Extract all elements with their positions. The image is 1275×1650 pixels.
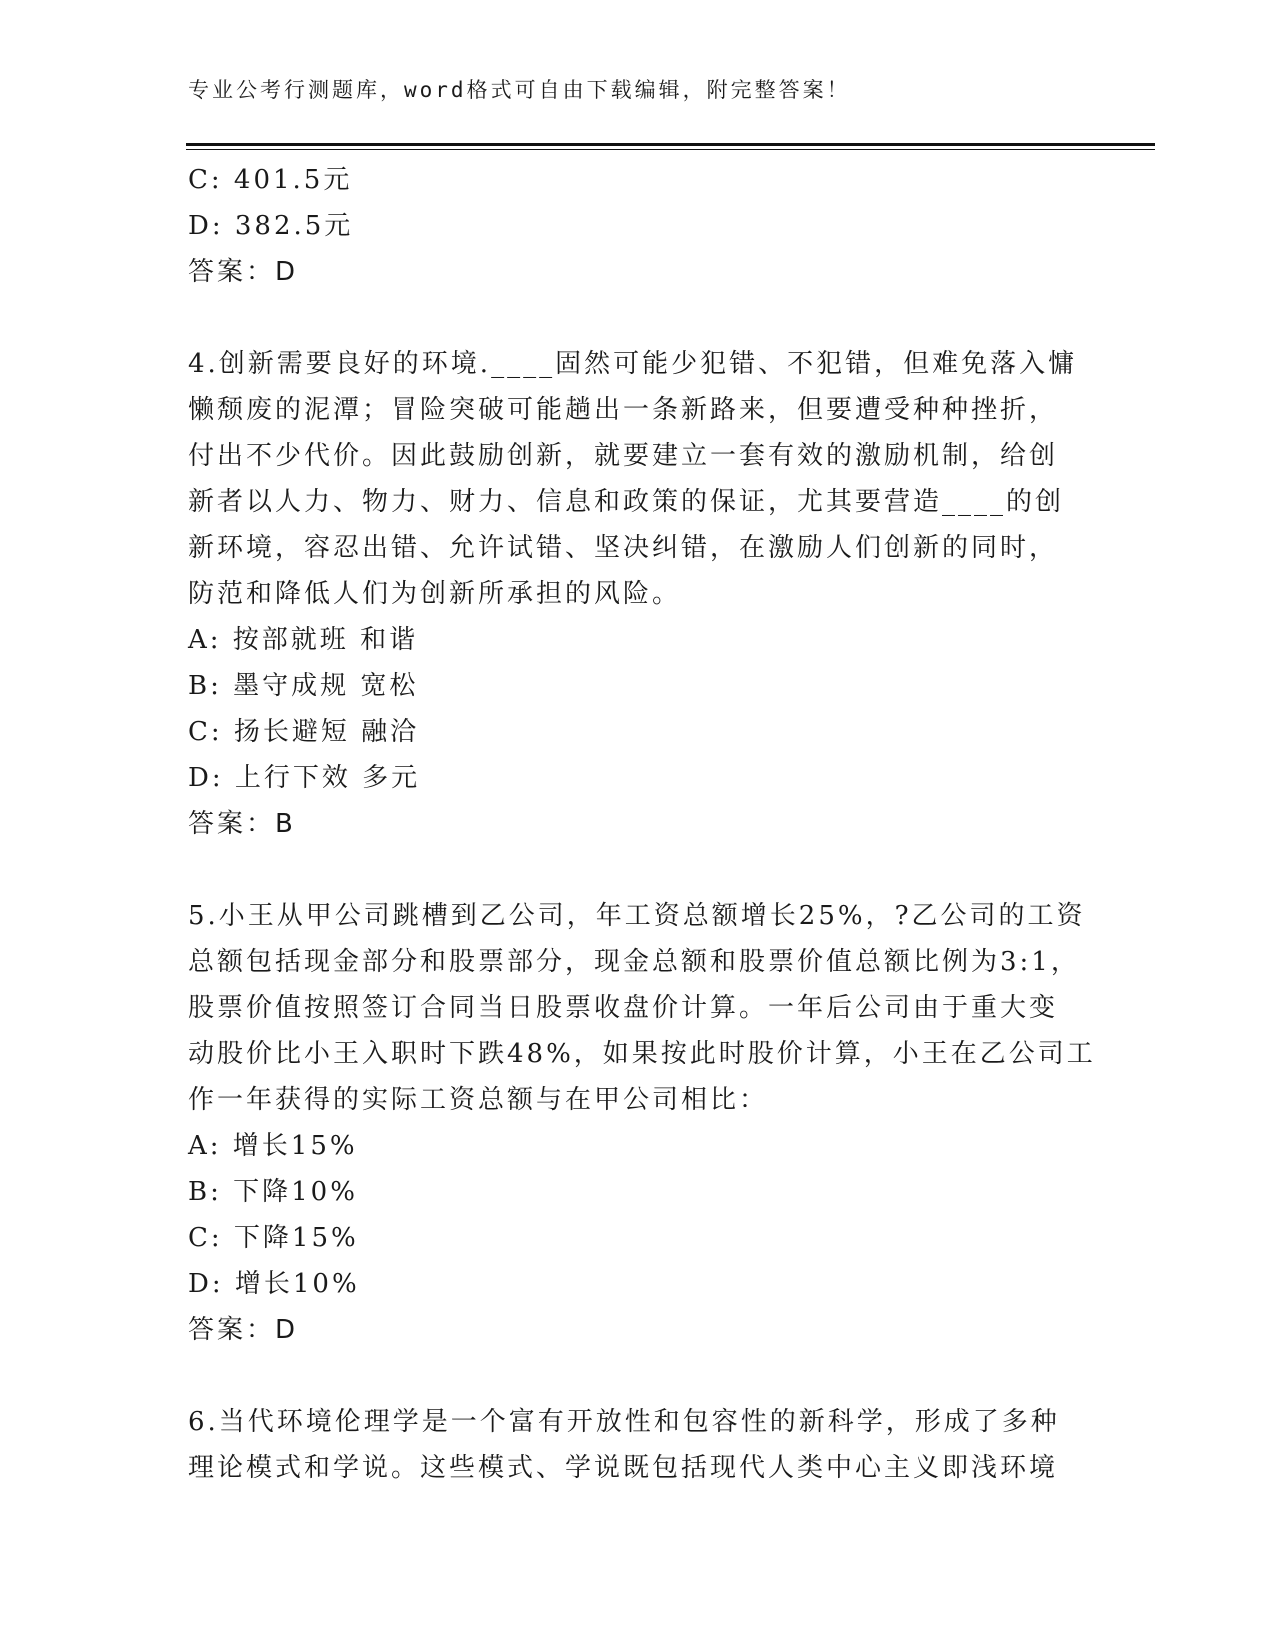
question-text-line: 防范和降低人们为创新所承担的风险。 [188, 579, 682, 609]
question-text-line: 作一年获得的实际工资总额与在甲公司相比： [188, 1085, 769, 1115]
header-divider-thick [186, 143, 1155, 146]
option-c: C: 下降15% [188, 1223, 359, 1253]
question-4 [188, 341, 1148, 847]
question-text-line: 动股价比小王入职时下跌48%，如果按此时股价计算，小王在乙公司工 [188, 1039, 1096, 1069]
option-b: B: 墨守成规 宽松 [188, 671, 419, 701]
question-text-line: 股票价值按照签订合同当日股票收盘价计算。一年后公司由于重大变 [188, 993, 1059, 1023]
spacer [188, 1353, 1148, 1399]
option-c: C: 扬长避短 融洽 [188, 717, 420, 747]
spacer [188, 295, 1148, 341]
document-body [188, 157, 1148, 1491]
question-text-line: 懒颓废的泥潭；冒险突破可能趟出一条新路来，但要遭受种种挫折， [188, 395, 1059, 425]
answer: 答案：D [188, 1315, 299, 1345]
option-d: D: 增长10% [188, 1269, 360, 1299]
answer: 答案：D [188, 257, 299, 287]
question-text-line: 新环境，容忍出错、允许试错、坚决纠错，在激励人们创新的同时， [188, 533, 1059, 563]
option-a: A: 按部就班 和谐 [188, 625, 419, 655]
header-divider-thin [186, 149, 1155, 150]
question-3-tail [188, 157, 1148, 295]
question-text-line: 总额包括现金部分和股票部分，现金总额和股票价值总额比例为3:1， [188, 947, 1080, 977]
question-text-line: 4.创新需要良好的环境.____固然可能少犯错、不犯错，但难免落入慵 [188, 349, 1078, 379]
page-header: 专业公考行测题库，word格式可自由下载编辑，附完整答案！ [188, 78, 851, 102]
question-6 [188, 1399, 1148, 1491]
question-text-line: 5.小王从甲公司跳槽到乙公司，年工资总额增长25%，?乙公司的工资 [188, 901, 1086, 931]
option-b: B: 下降10% [188, 1177, 358, 1207]
question-text-line: 理论模式和学说。这些模式、学说既包括现代人类中心主义即浅环境 [188, 1453, 1059, 1483]
question-5 [188, 893, 1148, 1353]
answer: 答案：B [188, 809, 296, 839]
question-text-line: 6.当代环境伦理学是一个富有开放性和包容性的新科学，形成了多种 [188, 1407, 1060, 1437]
option-c: C: 401.5元 [188, 165, 353, 195]
spacer [188, 847, 1148, 893]
option-d: D: 上行下效 多元 [188, 763, 421, 793]
question-text-line: 付出不少代价。因此鼓励创新，就要建立一套有效的激励机制，给创 [188, 441, 1059, 471]
option-a: A: 增长15% [188, 1131, 358, 1161]
question-text-line: 新者以人力、物力、财力、信息和政策的保证，尤其要营造____的创 [188, 487, 1065, 517]
option-d: D: 382.5元 [188, 211, 354, 241]
